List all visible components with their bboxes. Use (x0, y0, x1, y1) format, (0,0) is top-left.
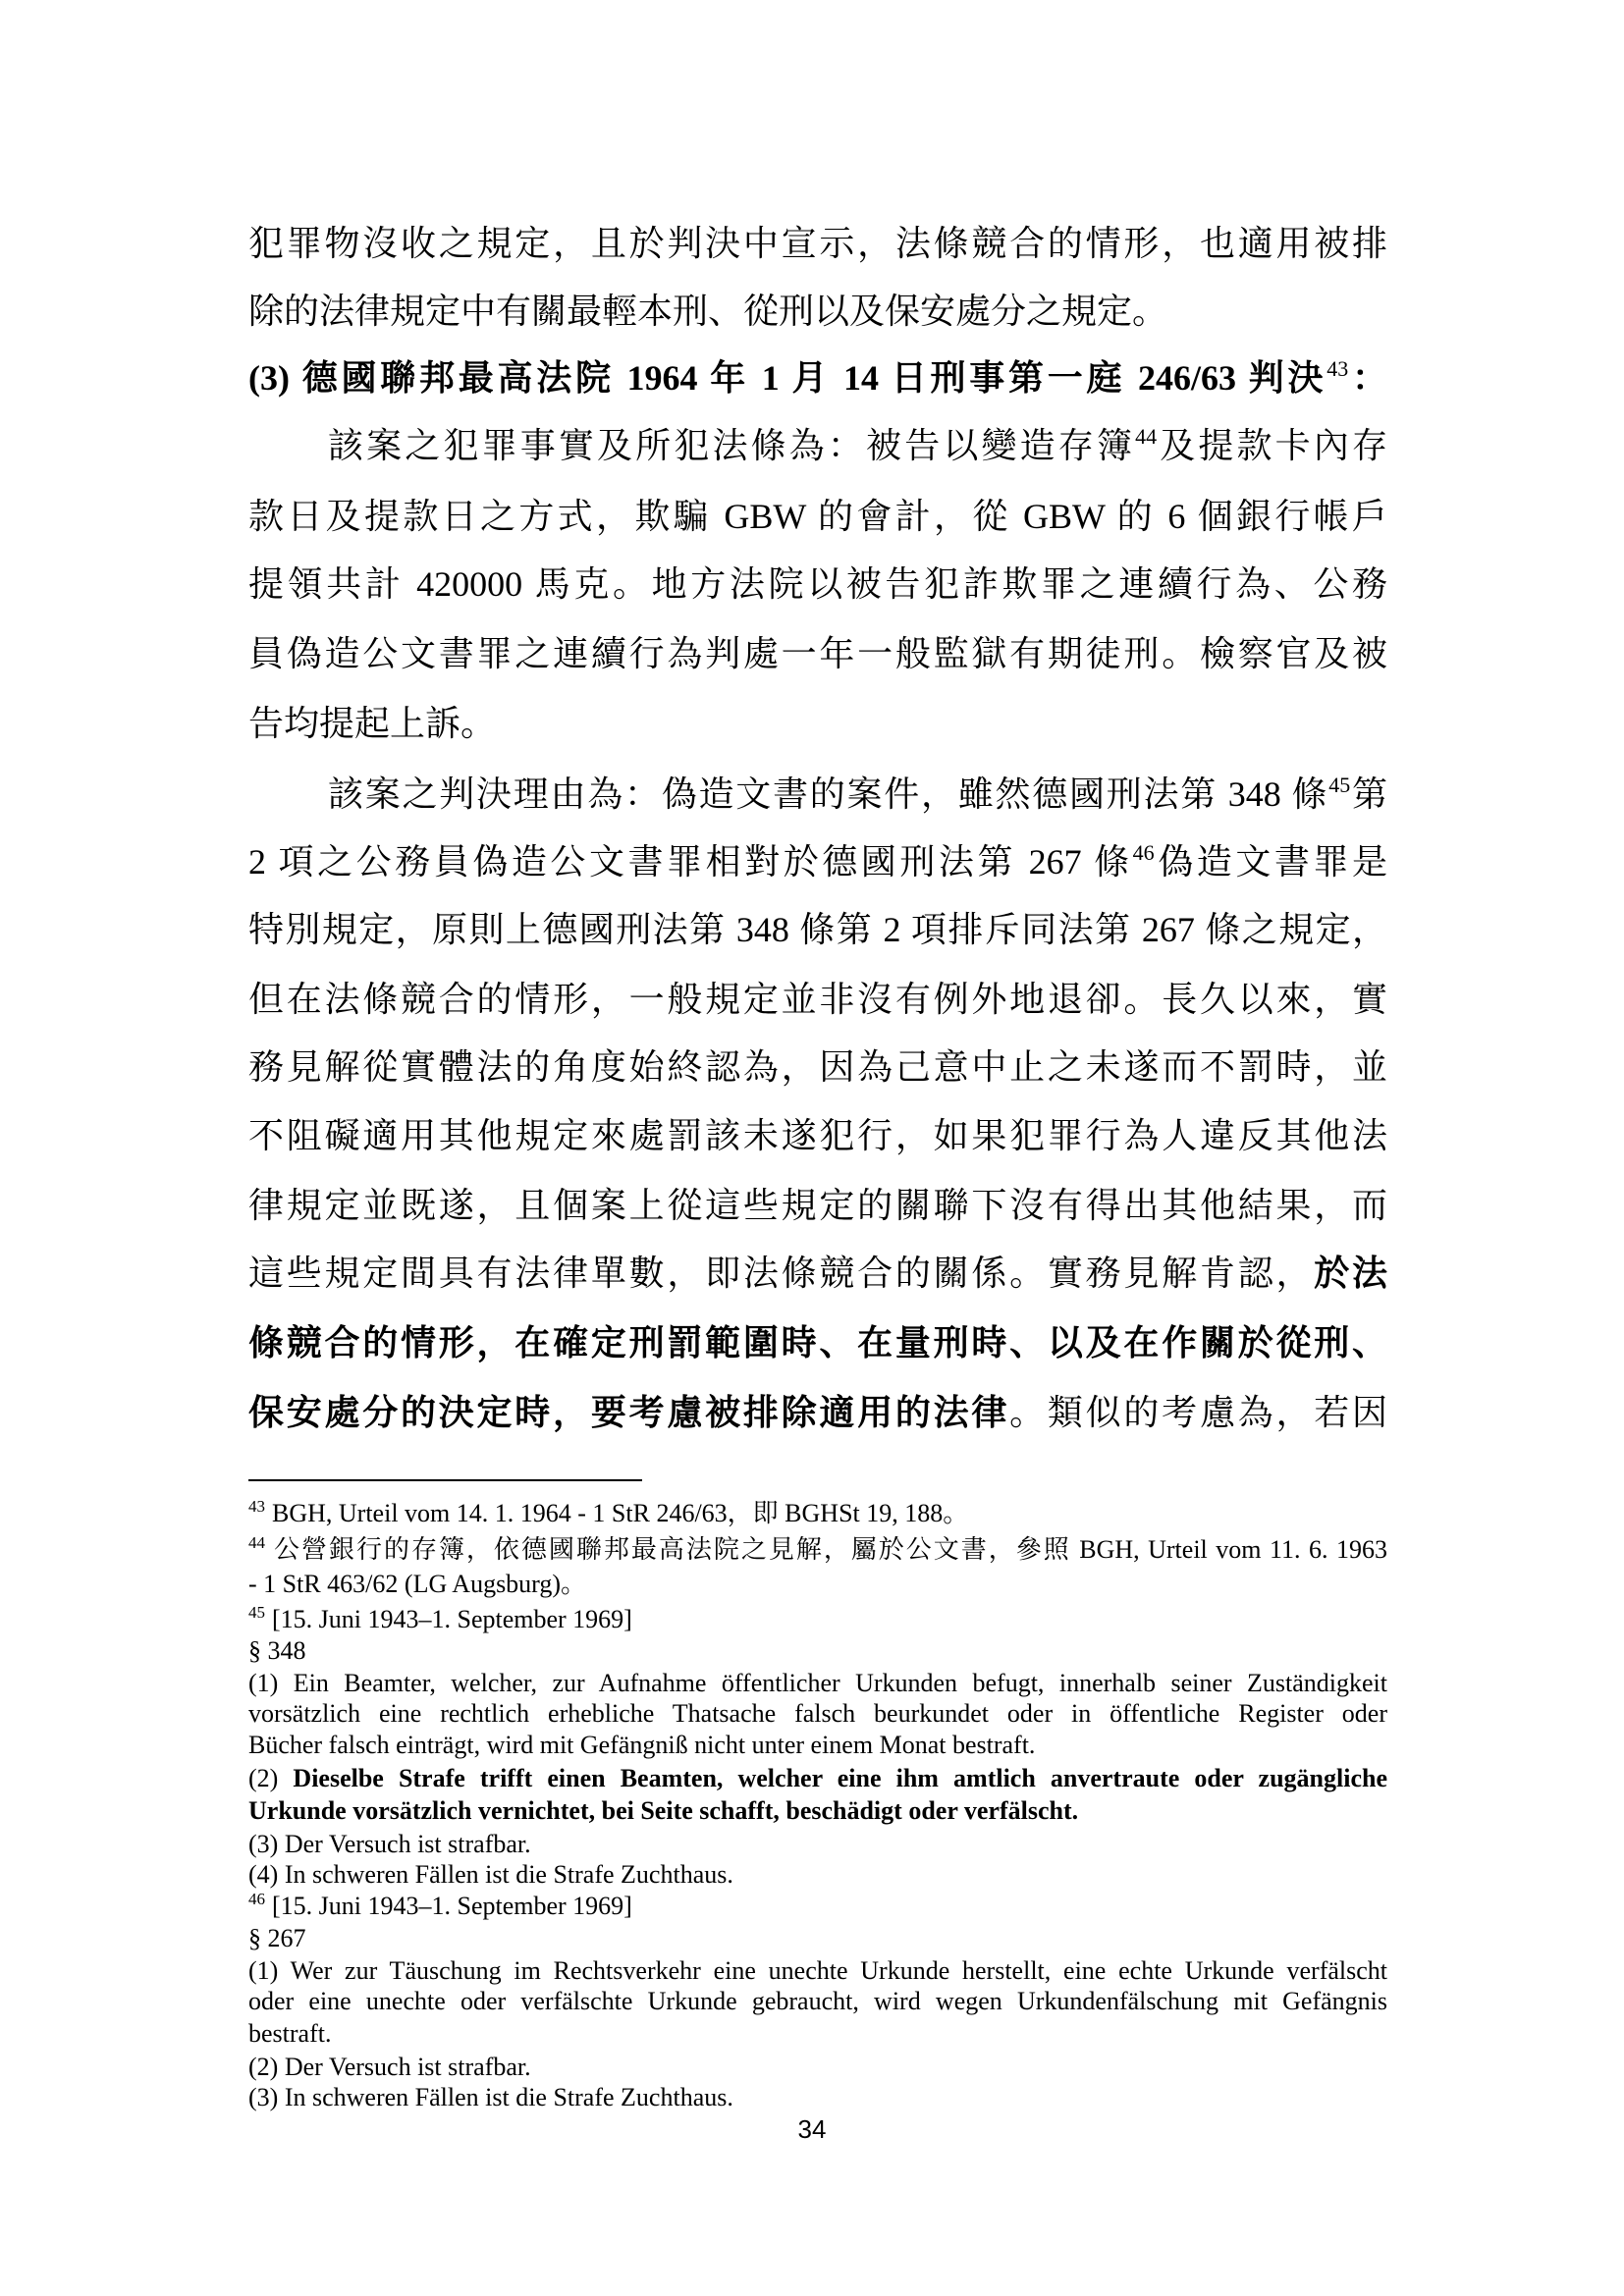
section-heading-colon: ： (1348, 358, 1387, 398)
body-line: 但在法條競合的情形，一般規定並非沒有例外地退卻。長久以來，實 (248, 980, 1387, 1019)
footnote-text: (2) (248, 1764, 294, 1792)
footnote-line: vorsätzlich eine rechtlich erhebliche Thatsache falsch beurkundet oder in öffentliche Register oder (248, 1699, 1387, 1728)
footnote-line: (4) In schweren Fällen ist die Strafe Zuchthaus. (248, 1860, 733, 1889)
footnote-line: (1) Wer zur Täuschung im Rechtsverkehr eine unechte Urkunde herstellt, eine echte Urkunde verfälscht (248, 1956, 1387, 1985)
bold-emphasis: 保安處分的決定時，要考慮被排除適用的法律 (248, 1393, 1010, 1432)
body-line: 犯罪物沒收之規定，且於判決中宣示，法條競合的情形，也適用被排 (248, 224, 1387, 263)
footnote-ref: 46 (1132, 840, 1155, 865)
footnote-number: 44 (248, 1533, 265, 1552)
body-line (248, 411, 1387, 480)
body-line: 律規定並既遂，且個案上從這些規定的關聯下沒有得出其他結果，而 (248, 1186, 1387, 1225)
body-text: 這些規定間具有法律單數，即法條競合的關係。實務見解肯認， (248, 1254, 1315, 1293)
footnote-line (248, 1603, 1387, 1635)
footnote-number: 46 (248, 1890, 265, 1908)
body-text: 2 項之公務員偽造公文書罪相對於德國刑法第 267 條 (248, 842, 1133, 881)
footnote-line: (2) Der Versuch ist strafbar. (248, 2053, 531, 2081)
body-text: 。類似的考慮為，若因 (1009, 1393, 1387, 1432)
bold-emphasis: Dieselbe Strafe trifft einen Beamten, welcher eine ihm amtlich anvertraute oder zugängliche (293, 1764, 1387, 1792)
body-text: 該案之犯罪事實及所犯法條為：被告以變造存簿 (328, 426, 1136, 465)
body-line: 款日及提款日之方式，欺騙 GBW 的會計，從 GBW 的 6 個銀行帳戶 (248, 497, 1387, 536)
footnote-line: (3) Der Versuch ist strafbar. (248, 1830, 531, 1858)
body-line-bold: 條競合的情形，在確定刑罰範圍時、在量刑時、以及在作關於從刑、 (248, 1323, 1387, 1362)
footnote-text: BGH, Urteil vom 14. 1. 1964 - 1 StR 246/63，即 BGHSt 19, 188。 (272, 1499, 969, 1527)
body-line (248, 1239, 1387, 1308)
body-line: 不阻礙適用其他規定來處罰該未遂犯行，如果犯罪行為人違反其他法 (248, 1116, 1387, 1155)
body-line (248, 828, 1387, 896)
body-line (248, 760, 1387, 828)
footnote-ref: 44 (1135, 424, 1158, 449)
footnote-line (248, 1497, 1387, 1529)
footnote-ref: 45 (1328, 773, 1351, 797)
footnote-text: [15. Juni 1943–1. September 1969] (272, 1605, 632, 1633)
footnote-number: 45 (248, 1603, 265, 1622)
footnote-line (248, 1762, 1387, 1794)
body-text: 該案之判決理由為：偽造文書的案件，雖然德國刑法第 348 條 (328, 774, 1329, 814)
body-line: 務見解從實體法的角度始終認為，因為己意中止之未遂而不罰時，並 (248, 1047, 1387, 1087)
page-number: 34 (797, 2114, 827, 2144)
footnote-line: § 267 (248, 1924, 306, 1952)
footnote-line: Bücher falsch einträgt, wird mit Gefängniß nicht unter einem Monat bestraft. (248, 1731, 1036, 1759)
body-line: 提領共計 420000 馬克。地方法院以被告犯詐欺罪之連續行為、公務 (248, 564, 1387, 604)
footnote-line: § 348 (248, 1636, 306, 1665)
footnote-line: bestraft. (248, 2019, 332, 2048)
footnote-line-bold: Urkunde vorsätzlich vernichtet, bei Seite schafft, beschädigt oder verfälscht. (248, 1796, 1079, 1825)
section-heading (248, 344, 1387, 412)
body-line: 告均提起上訴。 (248, 704, 497, 743)
section-heading-text: (3) 德國聯邦最高法院 1964 年 1 月 14 日刑事第一庭 246/63 判決 (248, 358, 1327, 398)
footnote-line: - 1 StR 463/62 (LG Augsburg)。 (248, 1570, 587, 1598)
body-text: 及提款卡內存 (1157, 426, 1387, 465)
footnote-text: 公營銀行的存簿，依德國聯邦最高法院之見解，屬於公文書，參照 BGH, Urteil vom 11. 6. 1963 (272, 1535, 1387, 1564)
footnote-text: [15. Juni 1943–1. September 1969] (272, 1892, 632, 1920)
body-text: 第 (1350, 774, 1387, 814)
footnote-line: (3) In schweren Fällen ist die Strafe Zuchthaus. (248, 2083, 733, 2111)
footnote-separator (248, 1479, 642, 1481)
body-line: 除的法律規定中有關最輕本刑、從刑以及保安處分之規定。 (248, 292, 1168, 331)
body-text: 偽造文書罪是 (1154, 842, 1387, 881)
footnote-line: (1) Ein Beamter, welcher, zur Aufnahme öffentlicher Urkunden befugt, innerhalb seiner Zuständigkeit (248, 1669, 1387, 1697)
bold-emphasis: 於法 (1314, 1254, 1387, 1293)
footnote-line: oder eine unechte oder verfälschte Urkunde gebraucht, wird wegen Urkundenfälschung mit Gefängnis (248, 1987, 1387, 2015)
footnote-ref: 43 (1326, 356, 1349, 381)
body-line (248, 1378, 1387, 1447)
footnote-number: 43 (248, 1497, 265, 1516)
body-line: 員偽造公文書罪之連續行為判處一年一般監獄有期徒刑。檢察官及被 (248, 634, 1387, 673)
footnote-line (248, 1533, 1387, 1566)
body-line: 特別規定，原則上德國刑法第 348 條第 2 項排斥同法第 267 條之規定， (248, 910, 1387, 949)
footnote-line (248, 1890, 1387, 1922)
